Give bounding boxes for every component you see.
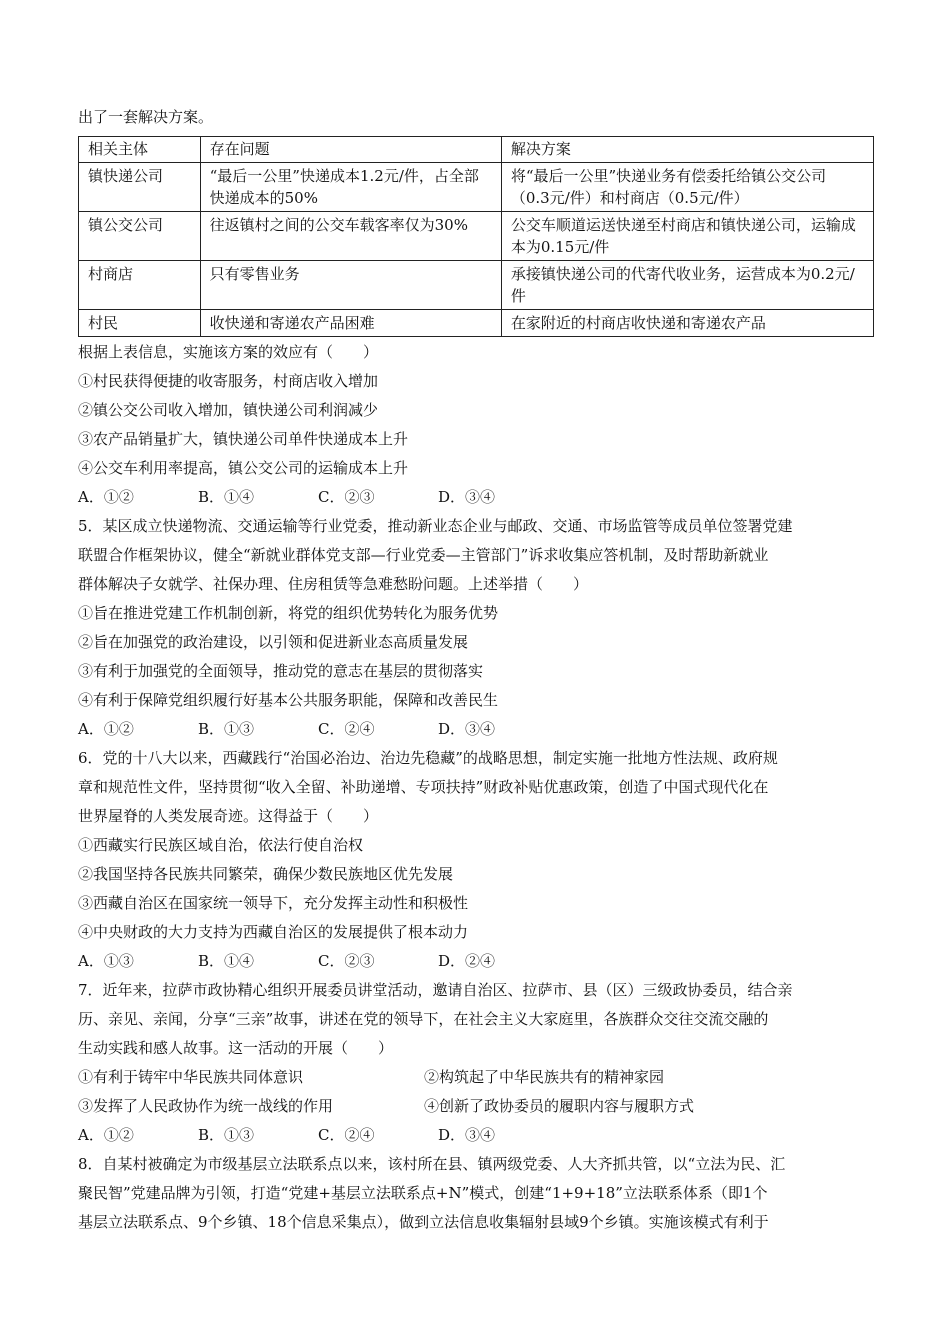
q8-stem-line: 8．自某村被确定为市级基层立法联系点以来，该村所在县、镇两级党委、人大齐抓共管，以“立法为民、汇 <box>78 1155 786 1173</box>
table-cell: 村商店 <box>79 261 201 310</box>
q5-option-a[interactable]: A．①② <box>78 720 134 738</box>
q6-option-b[interactable]: B．①④ <box>198 952 255 970</box>
table-row <box>79 212 874 261</box>
q4-stem: 根据上表信息，实施该方案的效应有（ ） <box>78 343 379 361</box>
table-cell: 公交车顺道运送快递至村商店和镇快递公司，运输成本为0.15元/件 <box>501 212 873 261</box>
table-cell: 收快递和寄递农产品困难 <box>200 310 501 337</box>
table-row <box>79 163 874 212</box>
q6-option-d[interactable]: D．②④ <box>438 952 496 970</box>
table-cell: 往返镇村之间的公交车载客率仅为30% <box>200 212 501 261</box>
q5-option-b[interactable]: B．①③ <box>198 720 255 738</box>
q6-stem-line: 世界屋脊的人类发展奇迹。这得益于（ ） <box>78 807 379 825</box>
q6-item: ②我国坚持各民族共同繁荣，确保少数民族地区优先发展 <box>78 865 454 883</box>
q5-item: ①旨在推进党建工作机制创新，将党的组织优势转化为服务优势 <box>78 604 499 622</box>
table-cell: 只有零售业务 <box>200 261 501 310</box>
table-cell: 将“最后一公里”快递业务有偿委托给镇公交公司（0.3元/件）和村商店（0.5元/件） <box>501 163 873 212</box>
q7-option-d[interactable]: D．③④ <box>438 1126 496 1144</box>
table-row <box>79 310 874 337</box>
table-cell: 村民 <box>79 310 201 337</box>
q4-option-d[interactable]: D．③④ <box>438 488 496 506</box>
q4-item: ③农产品销量扩大，镇快递公司单件快递成本上升 <box>78 430 409 448</box>
q5-option-d[interactable]: D．③④ <box>438 720 496 738</box>
table-header-cell: 存在问题 <box>200 137 501 163</box>
q7-item: ④创新了政协委员的履职内容与履职方式 <box>424 1097 695 1115</box>
q7-options <box>78 1121 874 1150</box>
q5-stem-line: 5．某区成立快递物流、交通运输等行业党委，推动新业态企业与邮政、交通、市场监管等成员单位签署党建 <box>78 517 793 535</box>
table-header-cell: 相关主体 <box>79 137 201 163</box>
q7-option-a[interactable]: A．①② <box>78 1126 134 1144</box>
q4-option-a[interactable]: A．①② <box>78 488 134 506</box>
q5-item: ④有利于保障党组织履行好基本公共服务职能，保障和改善民生 <box>78 691 499 709</box>
q7-option-b[interactable]: B．①③ <box>198 1126 255 1144</box>
q6-stem-line: 章和规范性文件，坚持贯彻“收入全留、补助递增、专项扶持”财政补贴优惠政策，创造了中国式现代化在 <box>78 778 769 796</box>
table-cell: 在家附近的村商店收快递和寄递农产品 <box>501 310 873 337</box>
table-cell: “最后一公里”快递成本1.2元/件，占全部快递成本的50% <box>200 163 501 212</box>
q7-item: ①有利于铸牢中华民族共同体意识 <box>78 1068 304 1086</box>
table-header-cell: 解决方案 <box>501 137 873 163</box>
q6-item: ①西藏实行民族区域自治，依法行使自治权 <box>78 836 364 854</box>
exam-page <box>78 103 874 1237</box>
q6-item: ③西藏自治区在国家统一领导下，充分发挥主动性和积极性 <box>78 894 469 912</box>
q8-stem-line: 基层立法联系点、9个乡镇、18个信息采集点），做到立法信息收集辐射县域9个乡镇。实施该模式有利于 <box>78 1213 769 1231</box>
q5-options <box>78 715 874 744</box>
table-row <box>79 261 874 310</box>
q7-stem-line: 历、亲见、亲闻，分享“三亲”故事，讲述在党的领导下，在社会主义大家庭里，各族群众交往交流交融的 <box>78 1010 769 1028</box>
table-cell: 镇快递公司 <box>79 163 201 212</box>
q4-item: ①村民获得便捷的收寄服务，村商店收入增加 <box>78 372 379 390</box>
q5-option-c[interactable]: C．②④ <box>318 720 375 738</box>
q7-items-row <box>78 1063 874 1092</box>
table-cell: 承接镇快递公司的代寄代收业务，运营成本为0.2元/件 <box>501 261 873 310</box>
info-table <box>78 136 874 337</box>
table-cell: 镇公交公司 <box>79 212 201 261</box>
table-header-row <box>79 137 874 163</box>
q4-item: ②镇公交公司收入增加，镇快递公司利润减少 <box>78 401 379 419</box>
q5-item: ②旨在加强党的政治建设，以引领和促进新业态高质量发展 <box>78 633 469 651</box>
q7-items-row <box>78 1092 874 1121</box>
q5-item: ③有利于加强党的全面领导，推动党的意志在基层的贯彻落实 <box>78 662 484 680</box>
q4-option-b[interactable]: B．①④ <box>198 488 255 506</box>
q6-option-c[interactable]: C．②③ <box>318 952 375 970</box>
q4-options <box>78 483 874 512</box>
intro-text: 出了一套解决方案。 <box>78 108 214 126</box>
q6-item: ④中央财政的大力支持为西藏自治区的发展提供了根本动力 <box>78 923 469 941</box>
q4-item: ④公交车利用率提高，镇公交公司的运输成本上升 <box>78 459 409 477</box>
q4-option-c[interactable]: C．②③ <box>318 488 375 506</box>
q6-option-a[interactable]: A．①③ <box>78 952 134 970</box>
q7-stem-line: 7．近年来，拉萨市政协精心组织开展委员讲堂活动，邀请自治区、拉萨市、县（区）三级政协委员，结合亲 <box>78 981 793 999</box>
q7-item: ②构筑起了中华民族共有的精神家园 <box>424 1068 665 1086</box>
q6-stem-line: 6．党的十八大以来，西藏践行“治国必治边、治边先稳藏”的战略思想，制定实施一批地方性法规、政府规 <box>78 749 778 767</box>
q7-option-c[interactable]: C．②④ <box>318 1126 375 1144</box>
q7-stem-line: 生动实践和感人故事。这一活动的开展（ ） <box>78 1039 394 1057</box>
q8-stem-line: 聚民智”党建品牌为引领，打造“党建+基层立法联系点+N”模式，创建“1+9+18”立法联系体系（即1个 <box>78 1184 768 1202</box>
q5-stem-line: 群体解决子女就学、社保办理、住房租赁等急难愁盼问题。上述举措（ ） <box>78 575 589 593</box>
q7-item: ③发挥了人民政协作为统一战线的作用 <box>78 1097 334 1115</box>
q5-stem-line: 联盟合作框架协议，健全“新就业群体党支部—行业党委—主管部门”诉求收集应答机制，及时帮助新就业 <box>78 546 769 564</box>
q6-options <box>78 947 874 976</box>
